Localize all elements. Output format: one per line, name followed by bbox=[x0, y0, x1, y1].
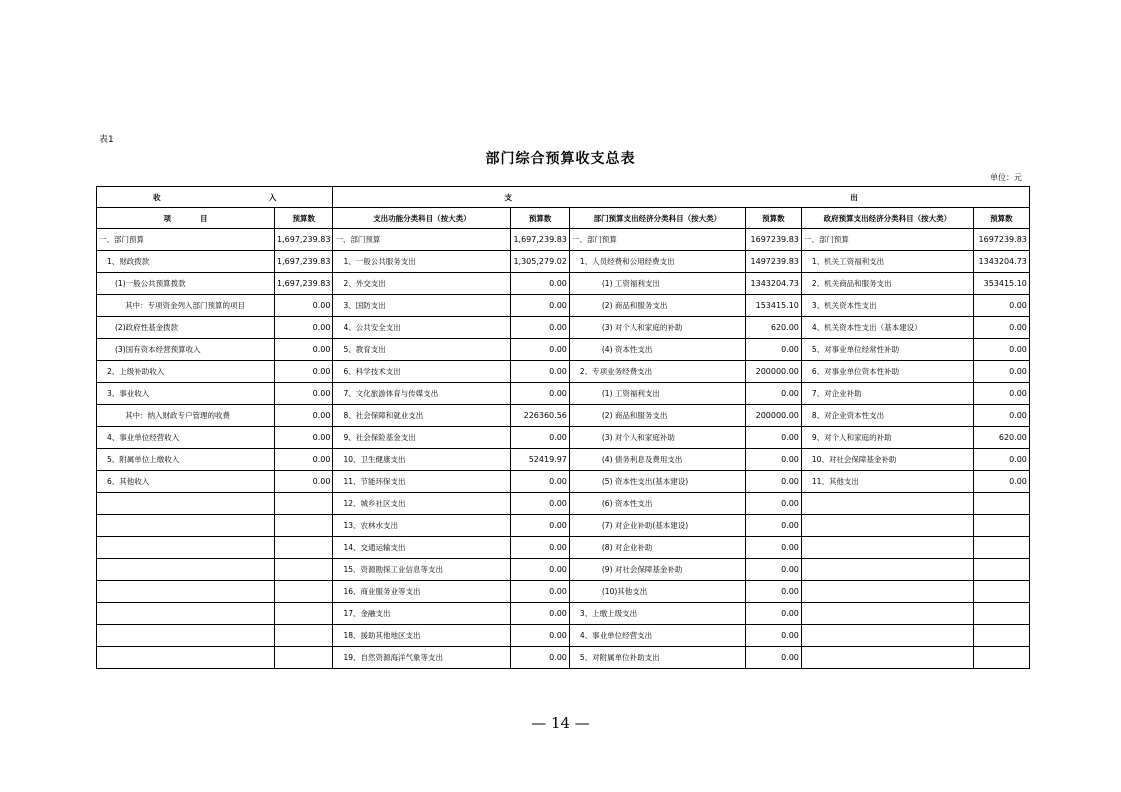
income-amount: 0.00 bbox=[275, 449, 333, 471]
income-amount bbox=[275, 603, 333, 625]
budget-header: 预算数 bbox=[275, 208, 333, 229]
gov-class-amount bbox=[973, 625, 1029, 647]
gov-class-amount: 0.00 bbox=[973, 471, 1029, 493]
dept-class-amount: 1497239.83 bbox=[745, 251, 801, 273]
table-number: 表1 bbox=[99, 135, 114, 145]
dept-class-item: 5、对附属单位补助支出 bbox=[569, 647, 745, 669]
func-class-item: 一、部门预算 bbox=[333, 229, 511, 251]
func-class-amount: 0.00 bbox=[511, 515, 569, 537]
func-class-item: 9、社会保险基金支出 bbox=[333, 427, 511, 449]
income-amount bbox=[275, 581, 333, 603]
table-row bbox=[97, 273, 1030, 295]
dept-class-item: (2) 商品和服务支出 bbox=[569, 405, 745, 427]
dept-class-amount: 153415.10 bbox=[745, 295, 801, 317]
func-class-header: 支出功能分类科目（按大类） bbox=[333, 208, 511, 229]
income-amount: 0.00 bbox=[275, 383, 333, 405]
income-item: 6、其他收入 bbox=[97, 471, 275, 493]
func-class-amount: 226360.56 bbox=[511, 405, 569, 427]
gov-class-item: 5、对事业单位经常性补助 bbox=[801, 339, 973, 361]
gov-class-amount: 0.00 bbox=[973, 317, 1029, 339]
table-row bbox=[97, 405, 1030, 427]
table-row bbox=[97, 295, 1030, 317]
dept-class-amount: 0.00 bbox=[745, 471, 801, 493]
table-row bbox=[97, 339, 1030, 361]
income-group-header: 收 入 bbox=[97, 187, 333, 208]
income-item bbox=[97, 559, 275, 581]
income-item bbox=[97, 493, 275, 515]
gov-class-amount: 0.00 bbox=[973, 339, 1029, 361]
budget-summary-table bbox=[96, 186, 1030, 669]
func-class-item: 18、援助其他地区支出 bbox=[333, 625, 511, 647]
gov-class-item: 4、机关资本性支出（基本建设） bbox=[801, 317, 973, 339]
gov-class-item: 9、对个人和家庭的补助 bbox=[801, 427, 973, 449]
income-item bbox=[97, 603, 275, 625]
dept-class-amount: 0.00 bbox=[745, 625, 801, 647]
func-class-amount: 0.00 bbox=[511, 471, 569, 493]
table-row bbox=[97, 361, 1030, 383]
gov-class-item: 8、对企业资本性支出 bbox=[801, 405, 973, 427]
header-row-columns bbox=[97, 208, 1030, 229]
dept-class-amount: 620.00 bbox=[745, 317, 801, 339]
dept-class-item: (1) 工资福利支出 bbox=[569, 383, 745, 405]
income-amount: 0.00 bbox=[275, 361, 333, 383]
gov-class-item: 11、其他支出 bbox=[801, 471, 973, 493]
gov-class-item bbox=[801, 515, 973, 537]
table-row bbox=[97, 603, 1030, 625]
income-item: 2、上级补助收入 bbox=[97, 361, 275, 383]
func-class-item: 10、卫生健康支出 bbox=[333, 449, 511, 471]
func-class-item: 15、资源勘探工业信息等支出 bbox=[333, 559, 511, 581]
func-class-amount: 0.00 bbox=[511, 603, 569, 625]
gov-class-item: 6、对事业单位资本性补助 bbox=[801, 361, 973, 383]
dept-class-amount: 0.00 bbox=[745, 449, 801, 471]
dept-class-item: 3、上缴上级支出 bbox=[569, 603, 745, 625]
table-row bbox=[97, 317, 1030, 339]
func-class-amount: 1,305,279.02 bbox=[511, 251, 569, 273]
expense-group-header: 支 出 bbox=[333, 187, 1029, 208]
dept-class-item: (4) 资本性支出 bbox=[569, 339, 745, 361]
gov-class-item bbox=[801, 647, 973, 669]
dept-class-amount: 200000.00 bbox=[745, 405, 801, 427]
income-amount: 0.00 bbox=[275, 317, 333, 339]
func-class-item: 13、农林水支出 bbox=[333, 515, 511, 537]
table-row bbox=[97, 251, 1030, 273]
income-amount bbox=[275, 537, 333, 559]
func-class-amount: 0.00 bbox=[511, 339, 569, 361]
gov-class-amount: 1343204.73 bbox=[973, 251, 1029, 273]
gov-class-item bbox=[801, 559, 973, 581]
dept-class-item: (10)其他支出 bbox=[569, 581, 745, 603]
income-item: 其中：纳入财政专户管理的收费 bbox=[97, 405, 275, 427]
item-header: 项 目 bbox=[97, 208, 275, 229]
dept-class-item: (5) 资本性支出(基本建设) bbox=[569, 471, 745, 493]
dept-class-item: 一、部门预算 bbox=[569, 229, 745, 251]
gov-class-amount: 1697239.83 bbox=[973, 229, 1029, 251]
income-item: 5、附属单位上缴收入 bbox=[97, 449, 275, 471]
func-class-item: 12、城乡社区支出 bbox=[333, 493, 511, 515]
gov-class-item bbox=[801, 493, 973, 515]
dept-class-item: (8) 对企业补助 bbox=[569, 537, 745, 559]
budget-header: 预算数 bbox=[511, 208, 569, 229]
income-item: 一、部门预算 bbox=[97, 229, 275, 251]
gov-class-amount: 0.00 bbox=[973, 383, 1029, 405]
gov-class-header: 政府预算支出经济分类科目（按大类） bbox=[801, 208, 973, 229]
dept-class-item: (3) 对个人和家庭补助 bbox=[569, 427, 745, 449]
dept-class-item: (6) 资本性支出 bbox=[569, 493, 745, 515]
dept-class-amount: 0.00 bbox=[745, 515, 801, 537]
table-row bbox=[97, 647, 1030, 669]
income-amount: 0.00 bbox=[275, 427, 333, 449]
income-amount: 0.00 bbox=[275, 471, 333, 493]
func-class-amount: 0.00 bbox=[511, 537, 569, 559]
income-amount: 0.00 bbox=[275, 339, 333, 361]
func-class-item: 7、文化旅游体育与传媒支出 bbox=[333, 383, 511, 405]
income-item bbox=[97, 537, 275, 559]
income-amount: 0.00 bbox=[275, 405, 333, 427]
gov-class-item: 2、机关商品和服务支出 bbox=[801, 273, 973, 295]
gov-class-amount bbox=[973, 559, 1029, 581]
func-class-item: 14、交通运输支出 bbox=[333, 537, 511, 559]
gov-class-amount bbox=[973, 603, 1029, 625]
gov-class-item bbox=[801, 537, 973, 559]
income-amount bbox=[275, 515, 333, 537]
income-item bbox=[97, 515, 275, 537]
dept-class-item: (9) 对社会保障基金补助 bbox=[569, 559, 745, 581]
func-class-item: 1、一般公共服务支出 bbox=[333, 251, 511, 273]
func-class-amount: 0.00 bbox=[511, 493, 569, 515]
func-class-amount: 0.00 bbox=[511, 383, 569, 405]
func-class-amount: 0.00 bbox=[511, 581, 569, 603]
income-item: 4、事业单位经营收入 bbox=[97, 427, 275, 449]
dept-class-amount: 0.00 bbox=[745, 581, 801, 603]
table-row bbox=[97, 449, 1030, 471]
income-amount bbox=[275, 625, 333, 647]
income-item: (1)一般公共预算拨款 bbox=[97, 273, 275, 295]
page-number: — 14 — bbox=[531, 714, 590, 732]
income-item bbox=[97, 581, 275, 603]
func-class-item: 8、社会保障和就业支出 bbox=[333, 405, 511, 427]
dept-class-item: (3) 对个人和家庭的补助 bbox=[569, 317, 745, 339]
dept-class-amount: 0.00 bbox=[745, 559, 801, 581]
gov-class-amount: 0.00 bbox=[973, 405, 1029, 427]
gov-class-amount: 353415.10 bbox=[973, 273, 1029, 295]
gov-class-amount bbox=[973, 493, 1029, 515]
table-row bbox=[97, 493, 1030, 515]
gov-class-amount bbox=[973, 537, 1029, 559]
func-class-item: 19、自然资源海洋气象等支出 bbox=[333, 647, 511, 669]
gov-class-item: 3、机关资本性支出 bbox=[801, 295, 973, 317]
func-class-amount: 0.00 bbox=[511, 295, 569, 317]
dept-class-amount: 0.00 bbox=[745, 647, 801, 669]
func-class-amount: 1,697,239.83 bbox=[511, 229, 569, 251]
table-row bbox=[97, 471, 1030, 493]
gov-class-amount bbox=[973, 515, 1029, 537]
table-row bbox=[97, 229, 1030, 251]
income-item bbox=[97, 625, 275, 647]
unit-label: 单位：元 bbox=[990, 173, 1022, 182]
func-class-item: 3、国防支出 bbox=[333, 295, 511, 317]
func-class-amount: 0.00 bbox=[511, 427, 569, 449]
dept-class-amount: 1343204.73 bbox=[745, 273, 801, 295]
gov-class-amount: 0.00 bbox=[973, 361, 1029, 383]
gov-class-item: 7、对企业补助 bbox=[801, 383, 973, 405]
dept-class-item: 4、事业单位经营支出 bbox=[569, 625, 745, 647]
income-item: (2)政府性基金拨款 bbox=[97, 317, 275, 339]
func-class-item: 11、节能环保支出 bbox=[333, 471, 511, 493]
func-class-amount: 0.00 bbox=[511, 647, 569, 669]
table-row bbox=[97, 427, 1030, 449]
dept-class-item: 2、专项业务经费支出 bbox=[569, 361, 745, 383]
gov-class-amount: 620.00 bbox=[973, 427, 1029, 449]
func-class-amount: 0.00 bbox=[511, 317, 569, 339]
income-item bbox=[97, 647, 275, 669]
dept-class-item: (7) 对企业补助(基本建设) bbox=[569, 515, 745, 537]
func-class-amount: 0.00 bbox=[511, 273, 569, 295]
dept-class-amount: 0.00 bbox=[745, 427, 801, 449]
table-row bbox=[97, 625, 1030, 647]
func-class-item: 6、科学技术支出 bbox=[333, 361, 511, 383]
func-class-item: 2、外交支出 bbox=[333, 273, 511, 295]
dept-class-amount: 0.00 bbox=[745, 537, 801, 559]
income-amount bbox=[275, 647, 333, 669]
gov-class-amount bbox=[973, 581, 1029, 603]
gov-class-item bbox=[801, 625, 973, 647]
dept-class-amount: 0.00 bbox=[745, 493, 801, 515]
gov-class-item bbox=[801, 603, 973, 625]
func-class-amount: 0.00 bbox=[511, 361, 569, 383]
table-row bbox=[97, 515, 1030, 537]
func-class-item: 17、金融支出 bbox=[333, 603, 511, 625]
dept-class-amount: 0.00 bbox=[745, 339, 801, 361]
income-amount: 0.00 bbox=[275, 295, 333, 317]
gov-class-amount: 0.00 bbox=[973, 449, 1029, 471]
func-class-item: 5、教育支出 bbox=[333, 339, 511, 361]
dept-class-item: (4) 债务利息及费用支出 bbox=[569, 449, 745, 471]
dept-class-item: 1、人员经费和公用经费支出 bbox=[569, 251, 745, 273]
dept-class-item: (2) 商品和服务支出 bbox=[569, 295, 745, 317]
func-class-item: 4、公共安全支出 bbox=[333, 317, 511, 339]
gov-class-amount bbox=[973, 647, 1029, 669]
page-title: 部门综合预算收支总表 bbox=[485, 151, 636, 167]
gov-class-amount: 0.00 bbox=[973, 295, 1029, 317]
func-class-item: 16、商业服务业等支出 bbox=[333, 581, 511, 603]
dept-class-amount: 1697239.83 bbox=[745, 229, 801, 251]
income-item: 3、事业收入 bbox=[97, 383, 275, 405]
income-item: 其中：专项资金列入部门预算的项目 bbox=[97, 295, 275, 317]
table-row bbox=[97, 383, 1030, 405]
gov-class-item bbox=[801, 581, 973, 603]
budget-header: 预算数 bbox=[745, 208, 801, 229]
income-amount bbox=[275, 559, 333, 581]
income-amount: 1,697,239.83 bbox=[275, 273, 333, 295]
func-class-amount: 52419.97 bbox=[511, 449, 569, 471]
header-row-groups bbox=[97, 187, 1030, 208]
income-item: (3)国有资本经营预算收入 bbox=[97, 339, 275, 361]
budget-header: 预算数 bbox=[973, 208, 1029, 229]
income-amount: 1,697,239.83 bbox=[275, 229, 333, 251]
gov-class-item: 10、对社会保障基金补助 bbox=[801, 449, 973, 471]
gov-class-item: 1、机关工资福利支出 bbox=[801, 251, 973, 273]
income-amount: 1,697,239.83 bbox=[275, 251, 333, 273]
dept-class-amount: 0.00 bbox=[745, 603, 801, 625]
func-class-amount: 0.00 bbox=[511, 625, 569, 647]
dept-class-header: 部门预算支出经济分类科目（按大类） bbox=[569, 208, 745, 229]
table-row bbox=[97, 559, 1030, 581]
dept-class-item: (1) 工资福利支出 bbox=[569, 273, 745, 295]
table-row bbox=[97, 537, 1030, 559]
gov-class-item: 一、部门预算 bbox=[801, 229, 973, 251]
income-item: 1、财政拨款 bbox=[97, 251, 275, 273]
income-amount bbox=[275, 493, 333, 515]
func-class-amount: 0.00 bbox=[511, 559, 569, 581]
dept-class-amount: 0.00 bbox=[745, 383, 801, 405]
table-row bbox=[97, 581, 1030, 603]
dept-class-amount: 200000.00 bbox=[745, 361, 801, 383]
